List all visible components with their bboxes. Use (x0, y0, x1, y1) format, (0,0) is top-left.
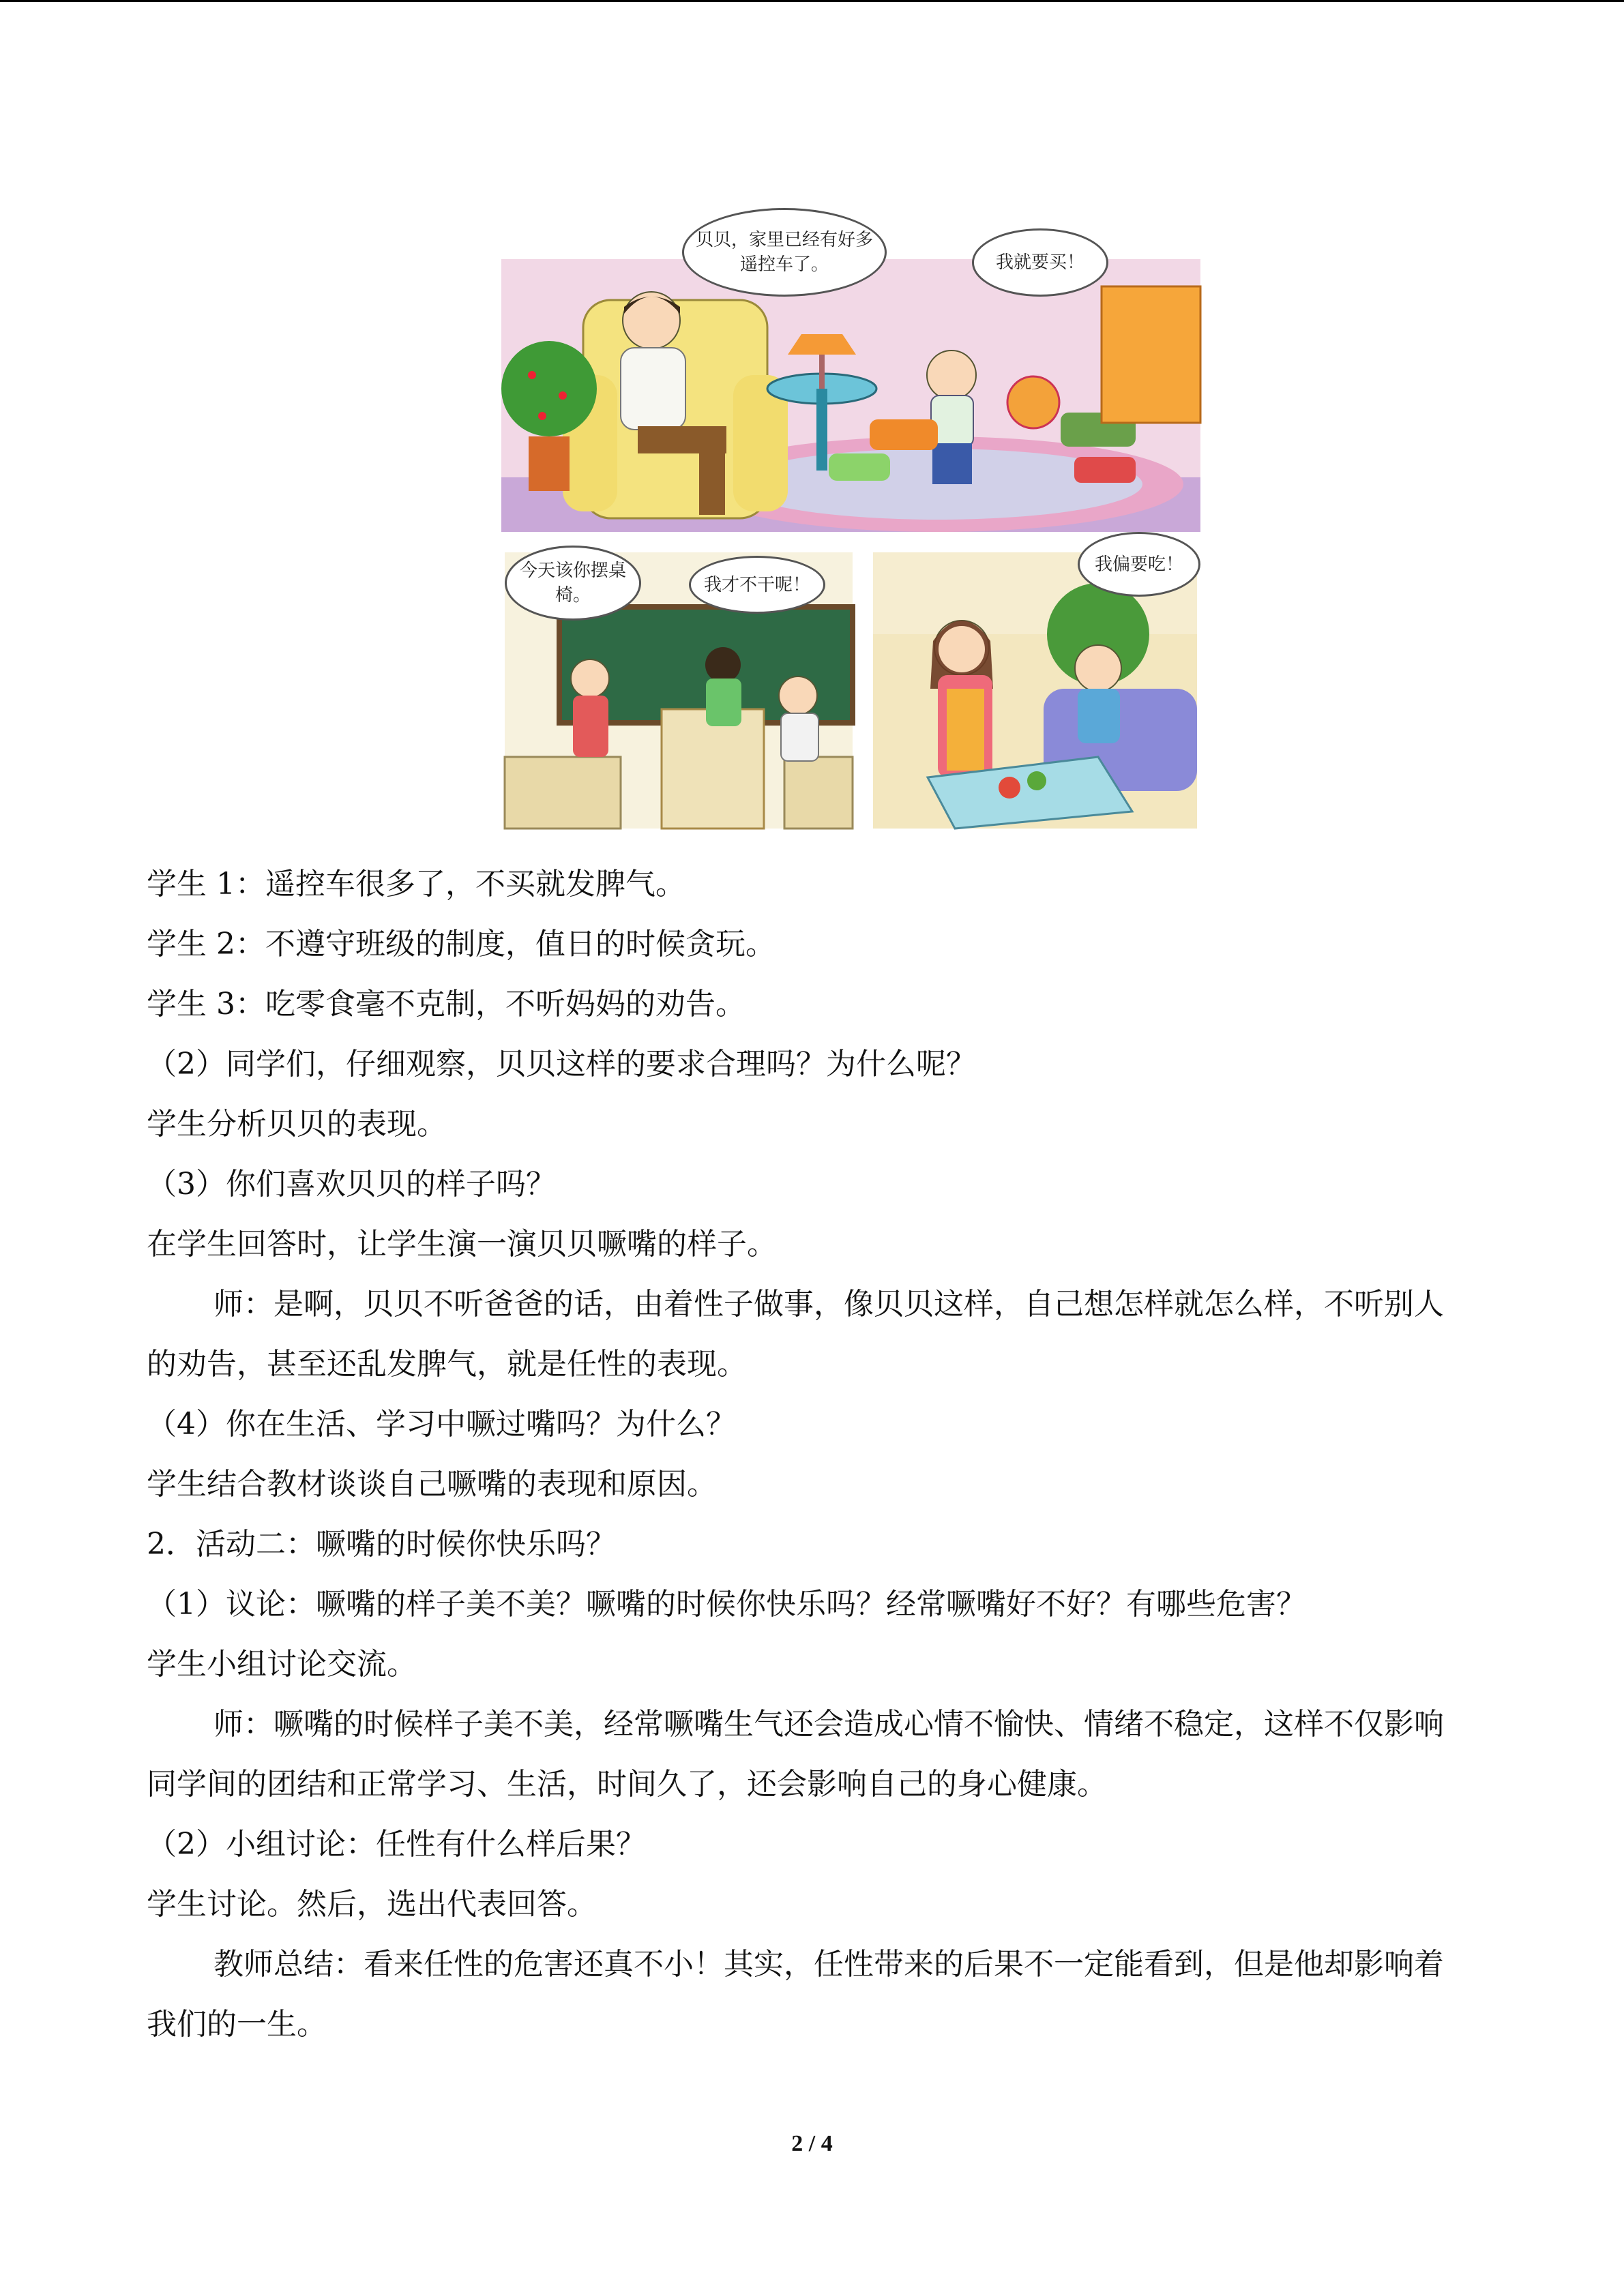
paragraph-question-3: （3）你们喜欢贝贝的样子吗？ (147, 1167, 556, 1202)
paragraph-student-2: 学生 2：不遵守班级的制度，值日的时候贪玩。 (147, 927, 776, 961)
paragraph-discussion-1: （1）议论：噘嘴的样子美不美？噘嘴的时候你快乐吗？经常噘嘴好不好？有哪些危害？ (147, 1587, 1306, 1622)
top-border-line (0, 0, 1624, 2)
speech-bubble-girl: 今天该你摆桌椅。 (505, 546, 641, 621)
cartoon-illustration (488, 205, 1200, 835)
paragraph-teacher-2: 师：噘嘴的时候样子美不美，经常噘嘴生气还会造成心情不愉快、情绪不稳定，这样不仅影响同学间的团结和正常学习、生活，时间久了，还会影响自己的身心健康。 (147, 1707, 1444, 1802)
paragraph-group-question: （2）小组讨论：任性有什么样后果？ (147, 1827, 646, 1862)
paragraph-analyze: 学生分析贝贝的表现。 (147, 1107, 447, 1142)
panel-snacks (873, 552, 1197, 829)
speech-bubble-beibei-toy: 我就要买！ (972, 228, 1108, 297)
paragraph-group-discuss: 学生小组讨论交流。 (147, 1647, 417, 1682)
paragraph-summary: 教师总结：看来任性的危害还真不小！其实，任性带来的后果不一定能看到，但是他却影响着我们的一生。 (147, 1947, 1444, 2042)
page-number: 2 / 4 (791, 2131, 833, 2156)
panel-living-room (501, 230, 1200, 532)
paragraph-question-2: （2）同学们，仔细观察，贝贝这样的要求合理吗？为什么呢？ (147, 1047, 976, 1082)
paragraph-student-1: 学生 1：遥控车很多了，不买就发脾气。 (147, 867, 685, 901)
speech-bubble-snack: 我偏要吃！ (1078, 532, 1200, 597)
paragraph-activity-2: 2．活动二：噘嘴的时候你快乐吗？ (147, 1527, 616, 1562)
speech-bubble-dad: 贝贝，家里已经有好多遥控车了。 (682, 208, 887, 297)
speech-bubble-boy: 我才不干呢！ (689, 556, 825, 614)
paragraph-question-4: （4）你在生活、学习中噘过嘴吗？为什么？ (147, 1407, 736, 1442)
paragraph-student-3: 学生 3：吃零食毫不克制，不听妈妈的劝告。 (147, 987, 745, 1022)
panel-classroom (505, 552, 853, 829)
paragraph-teacher-1: 师：是啊，贝贝不听爸爸的话，由着性子做事，像贝贝这样，自己想怎样就怎么样，不听别人的劝告，甚至还乱发脾气，就是任性的表现。 (147, 1287, 1444, 1382)
paragraph-act-out: 在学生回答时，让学生演一演贝贝噘嘴的样子。 (147, 1227, 777, 1262)
paragraph-select-rep: 学生讨论。然后，选出代表回答。 (147, 1887, 597, 1922)
living-room-scene (501, 259, 1200, 532)
paragraph-discuss-self: 学生结合教材谈谈自己噘嘴的表现和原因。 (147, 1467, 717, 1502)
